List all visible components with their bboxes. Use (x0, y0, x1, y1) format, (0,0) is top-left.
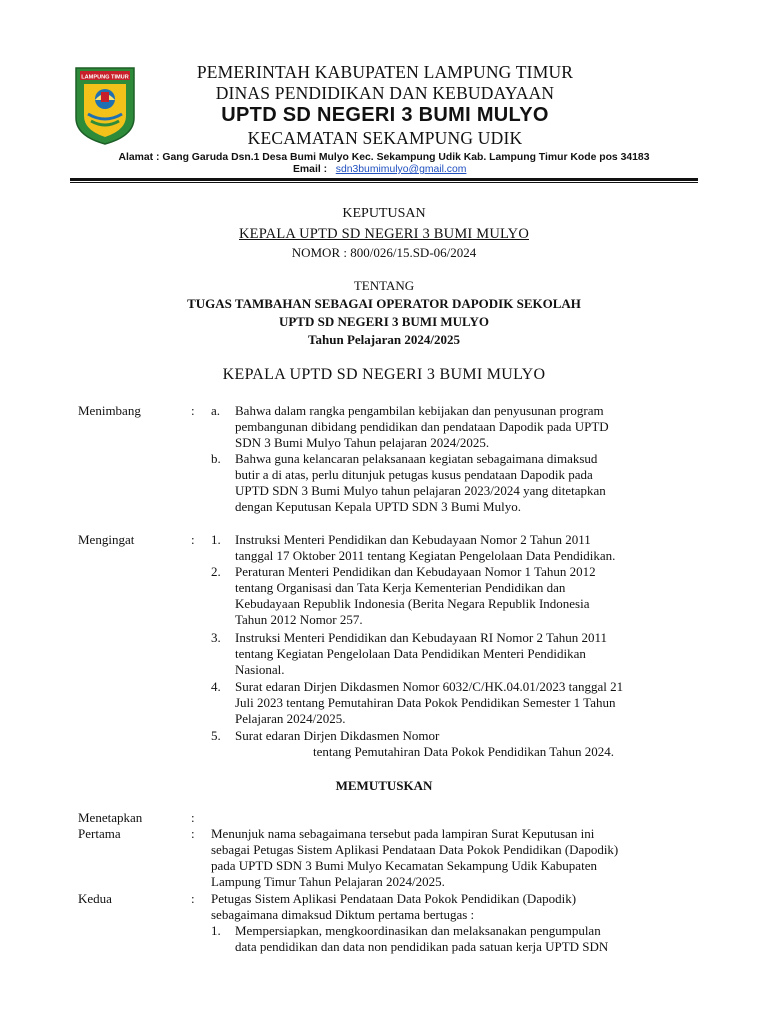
list-marker: a. (211, 403, 221, 418)
decree-school-year: Tahun Pelajaran 2024/2025 (308, 332, 460, 347)
mengingat-item-2 (235, 564, 685, 628)
pertama-colon: : (191, 826, 195, 841)
text-line: Juli 2023 tentang Pemutahiran Data Pokok Pendidikan Semester 1 Tahun (235, 695, 616, 710)
letterhead-divider-thin (70, 182, 698, 183)
kedua-item-1 (235, 923, 685, 955)
menimbang-item-b (235, 451, 685, 515)
mengingat-label: Mengingat (78, 532, 135, 547)
letterhead-email-row (293, 164, 466, 175)
kedua-text (211, 891, 691, 923)
text-line: tanggal 17 Oktober 2011 tentang Kegiatan Pengelolaan Data Pendidikan. (235, 548, 616, 563)
email-link[interactable]: sdn3bumimulyo@gmail.com (335, 164, 467, 175)
mengingat-item-3 (235, 630, 685, 678)
text-line: Instruksi Menteri Pendidikan dan Kebudayaan RI Nomor 2 Tahun 2011 (235, 630, 608, 645)
text-line: data pendidikan dan data non pendidikan pada satuan kerja UPTD SDN (235, 939, 609, 954)
text-line: Surat edaran Dirjen Dikdasmen Nomor (235, 728, 440, 743)
list-marker: 1. (211, 532, 221, 547)
regency-emblem-logo (74, 66, 136, 146)
text-line: tentang Pemutahiran Data Pokok Pendidikan Tahun 2024. (313, 744, 615, 759)
text-line: Pelajaran 2024/2025. (235, 711, 346, 726)
menimbang-colon: : (191, 403, 195, 418)
section-heading-kepala: KEPALA UPTD SD NEGERI 3 BUMI MULYO (222, 366, 546, 383)
text-line: Tahun 2012 Nomor 257. (235, 612, 363, 627)
menimbang-label: Menimbang (78, 403, 141, 418)
list-marker: 2. (211, 564, 221, 579)
text-line: dengan Keputusan Kepala UPTD SDN 3 Bumi Mulyo. (235, 499, 521, 514)
text-line: Bahwa guna kelancaran pelaksanaan kegiatan sebagaimana dimaksud (235, 451, 598, 466)
pertama-text (211, 826, 691, 890)
text-line: Bahwa dalam rangka pengambilan kebijakan dan penyusunan program (235, 403, 604, 418)
list-marker: 5. (211, 728, 221, 743)
decree-title: KEPUTUSAN (342, 206, 426, 221)
list-marker: 1. (211, 923, 221, 938)
letterhead-address: Alamat : Gang Garuda Dsn.1 Desa Bumi Mulyo Kec. Sekampung Udik Kab. Lampung Timur Kode pos 34183 (118, 152, 650, 163)
email-label: Email : (293, 164, 328, 175)
mengingat-item-4 (235, 679, 685, 727)
memutuskan-heading: MEMUTUSKAN (335, 778, 433, 793)
mengingat-item-5 (235, 728, 685, 760)
text-line: UPTD SDN 3 Bumi Mulyo tahun pelajaran 2023/2024 yang ditetapkan (235, 483, 606, 498)
list-marker: 3. (211, 630, 221, 645)
pertama-label: Pertama (78, 826, 121, 841)
text-line: Kebudayaan Republik Indonesia (Berita Negara Republik Indonesia (235, 596, 590, 611)
text-line: pembangunan dibidang pendidikan dan pendataan Dapodik pada UPTD (235, 419, 609, 434)
text-line: Nasional. (235, 662, 285, 677)
text-line: Petugas Sistem Aplikasi Pendataan Data Pokok Pendidikan (Dapodik) (211, 891, 577, 906)
menimbang-item-a (235, 403, 685, 451)
text-line: SDN 3 Bumi Mulyo Tahun pelajaran 2024/2025. (235, 435, 490, 450)
text-line: tentang Kegiatan Pengelolaan Data Pendidikan Menteri Pendidikan (235, 646, 586, 661)
text-line: Peraturan Menteri Pendidikan dan Kebudayaan Nomor 1 Tahun 2012 (235, 564, 596, 579)
letterhead-school-name: UPTD SD NEGERI 3 BUMI MULYO (221, 104, 549, 126)
list-marker: b. (211, 451, 221, 466)
letterhead-government: PEMERINTAH KABUPATEN LAMPUNG TIMUR (196, 62, 574, 82)
letterhead-district: KECAMATAN SEKAMPUNG UDIK (247, 128, 523, 148)
decree-subject: TUGAS TAMBAHAN SEBAGAI OPERATOR DAPODIK SEKOLAH (187, 296, 581, 311)
menetapkan-label: Menetapkan (78, 810, 143, 825)
menetapkan-colon: : (191, 810, 195, 825)
kedua-label: Kedua (78, 891, 112, 906)
text-line: Lampung Timur Tahun Pelajaran 2024/2025. (211, 874, 445, 889)
text-line: Mempersiapkan, mengkoordinasikan dan melaksanakan pengumpulan (235, 923, 601, 938)
list-marker: 4. (211, 679, 221, 694)
decree-issuer: KEPALA UPTD SD NEGERI 3 BUMI MULYO (239, 226, 529, 242)
text-line: Surat edaran Dirjen Dikdasmen Nomor 6032/C/HK.04.01/2023 tanggal 21 (235, 679, 624, 694)
logo-banner-text: LAMPUNG TIMUR (81, 74, 129, 81)
mengingat-colon: : (191, 532, 195, 547)
decree-school: UPTD SD NEGERI 3 BUMI MULYO (278, 314, 490, 329)
text-line: butir a di atas, perlu ditunjuk petugas kusus pendataan Dapodik pada (235, 467, 593, 482)
text-line: Instruksi Menteri Pendidikan dan Kebudayaan Nomor 2 Tahun 2011 (235, 532, 591, 547)
kedua-colon: : (191, 891, 195, 906)
decree-number: NOMOR : 800/026/15.SD-06/2024 (291, 245, 477, 260)
text-line: pada UPTD SDN 3 Bumi Mulyo Kecamatan Sekampung Udik Kabupaten (211, 858, 597, 873)
text-line: Menunjuk nama sebagaimana tersebut pada lampiran Surat Keputusan ini (211, 826, 595, 841)
mengingat-item-1 (235, 532, 685, 564)
letterhead-department: DINAS PENDIDIKAN DAN KEBUDAYAAN (215, 83, 555, 103)
text-line: tentang Organisasi dan Tata Kerja Kementerian Pendidikan dan (235, 580, 566, 595)
text-line: sebagai Petugas Sistem Aplikasi Pendataan Data Pokok Pendidikan (Dapodik) (211, 842, 619, 857)
about-heading: TENTANG (353, 278, 415, 293)
letterhead-divider-thick (70, 178, 698, 181)
text-line: sebagaimana dimaksud Diktum pertama bertugas : (211, 907, 475, 922)
